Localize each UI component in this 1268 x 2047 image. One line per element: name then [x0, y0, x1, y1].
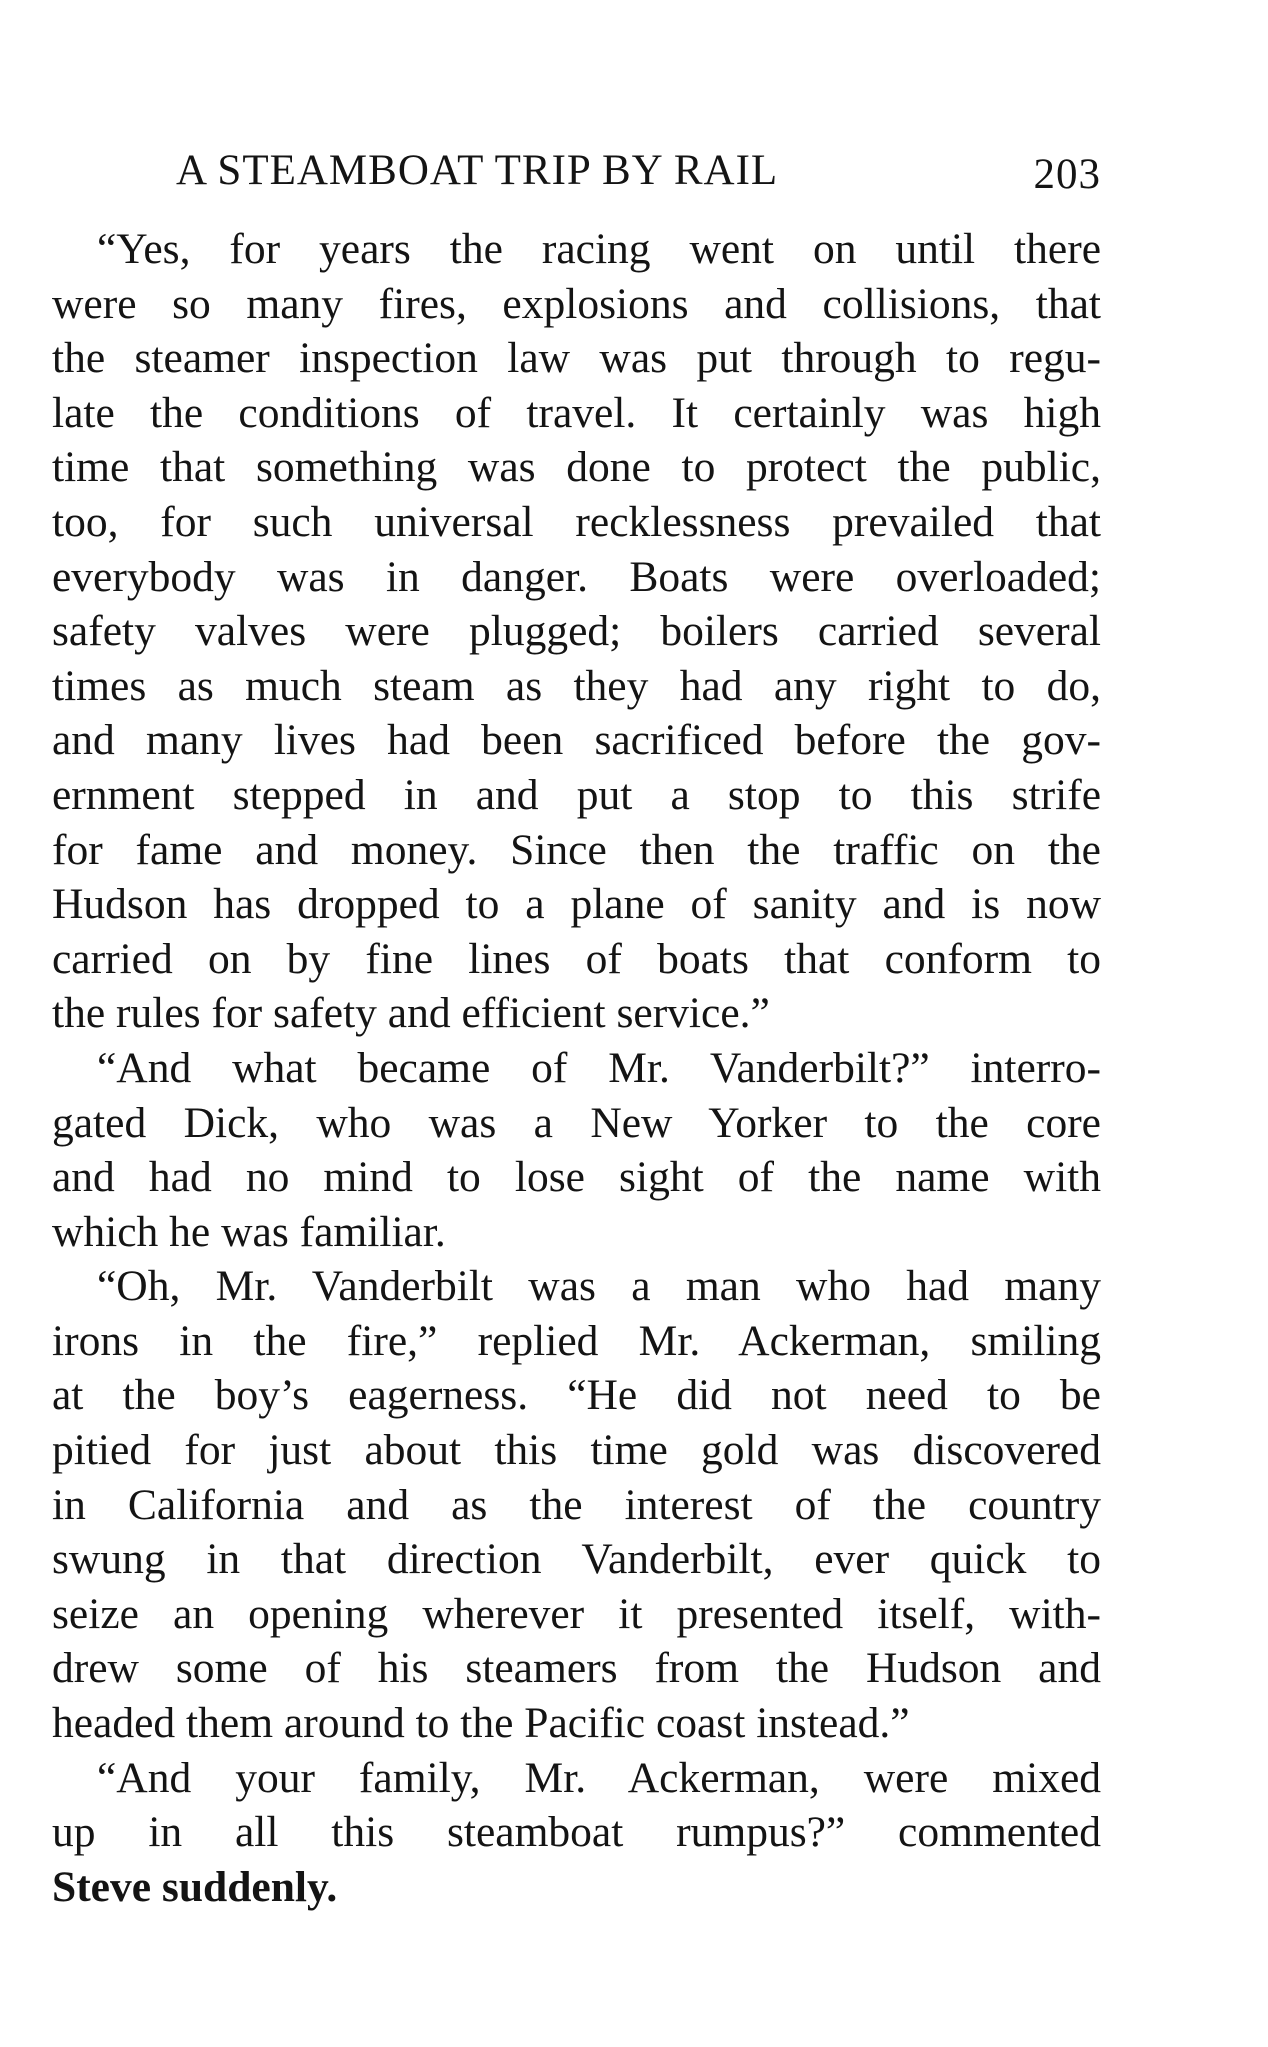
text-line: Steve suddenly. — [52, 1862, 338, 1911]
text-line: in California and as the interest of the country — [52, 1480, 1101, 1529]
text-line: the rules for safety and efficient service.” — [52, 989, 770, 1038]
text-line: time that something was done to protect the public, — [52, 443, 1101, 492]
text-line: gated Dick, who was a New Yorker to the core — [52, 1098, 1101, 1147]
text-line: swung in that direction Vanderbilt, ever quick to — [52, 1535, 1101, 1584]
text-line: times as much steam as they had any right to do, — [52, 661, 1101, 710]
running-header — [176, 144, 1101, 198]
text-line: everybody was in danger. Boats were overloaded; — [52, 552, 1101, 601]
text-line: ernment stepped in and put a stop to this strife — [52, 770, 1101, 819]
text-line: “Yes, for years the racing went on until there — [97, 225, 1101, 273]
text-line: “And what became of Mr. Vanderbilt?” interro- — [97, 1043, 1101, 1092]
text-line: which he was familiar. — [52, 1207, 446, 1256]
text-line: headed them around to the Pacific coast instead.” — [52, 1699, 910, 1748]
text-line: carried on by fine lines of boats that conform to — [52, 934, 1101, 983]
page-number: 203 — [1033, 151, 1101, 198]
text-line: irons in the fire,” replied Mr. Ackerman, smiling — [52, 1316, 1101, 1365]
text-line: and had no mind to lose sight of the name with — [52, 1153, 1101, 1202]
text-line: at the boy’s eagerness. “He did not need to be — [52, 1371, 1101, 1420]
text-line: and many lives had been sacrificed before the gov- — [52, 716, 1101, 765]
text-line: seize an opening wherever it presented itself, with- — [52, 1589, 1101, 1638]
text-line: were so many fires, explosions and collisions, that — [52, 279, 1101, 328]
text-line: pitied for just about this time gold was discovered — [52, 1426, 1101, 1475]
text-line: too, for such universal recklessness prevailed that — [52, 497, 1101, 546]
text-line: up in all this steamboat rumpus?” commented — [52, 1808, 1101, 1857]
text-line: safety valves were plugged; boilers carried several — [52, 607, 1101, 656]
text-line: the steamer inspection law was put through to regu- — [52, 334, 1101, 383]
running-title: A STEAMBOAT TRIP BY RAIL — [176, 147, 779, 194]
text-line: late the conditions of travel. It certainly was high — [52, 388, 1101, 437]
text-line: “And your family, Mr. Ackerman, were mixed — [97, 1753, 1101, 1802]
text-line: Hudson has dropped to a plane of sanity and is now — [52, 880, 1101, 929]
body-text — [52, 222, 1101, 1914]
text-line: for fame and money. Since then the traffic on the — [52, 825, 1101, 874]
text-line: drew some of his steamers from the Hudson and — [52, 1644, 1101, 1693]
text-line: “Oh, Mr. Vanderbilt was a man who had many — [97, 1262, 1101, 1311]
